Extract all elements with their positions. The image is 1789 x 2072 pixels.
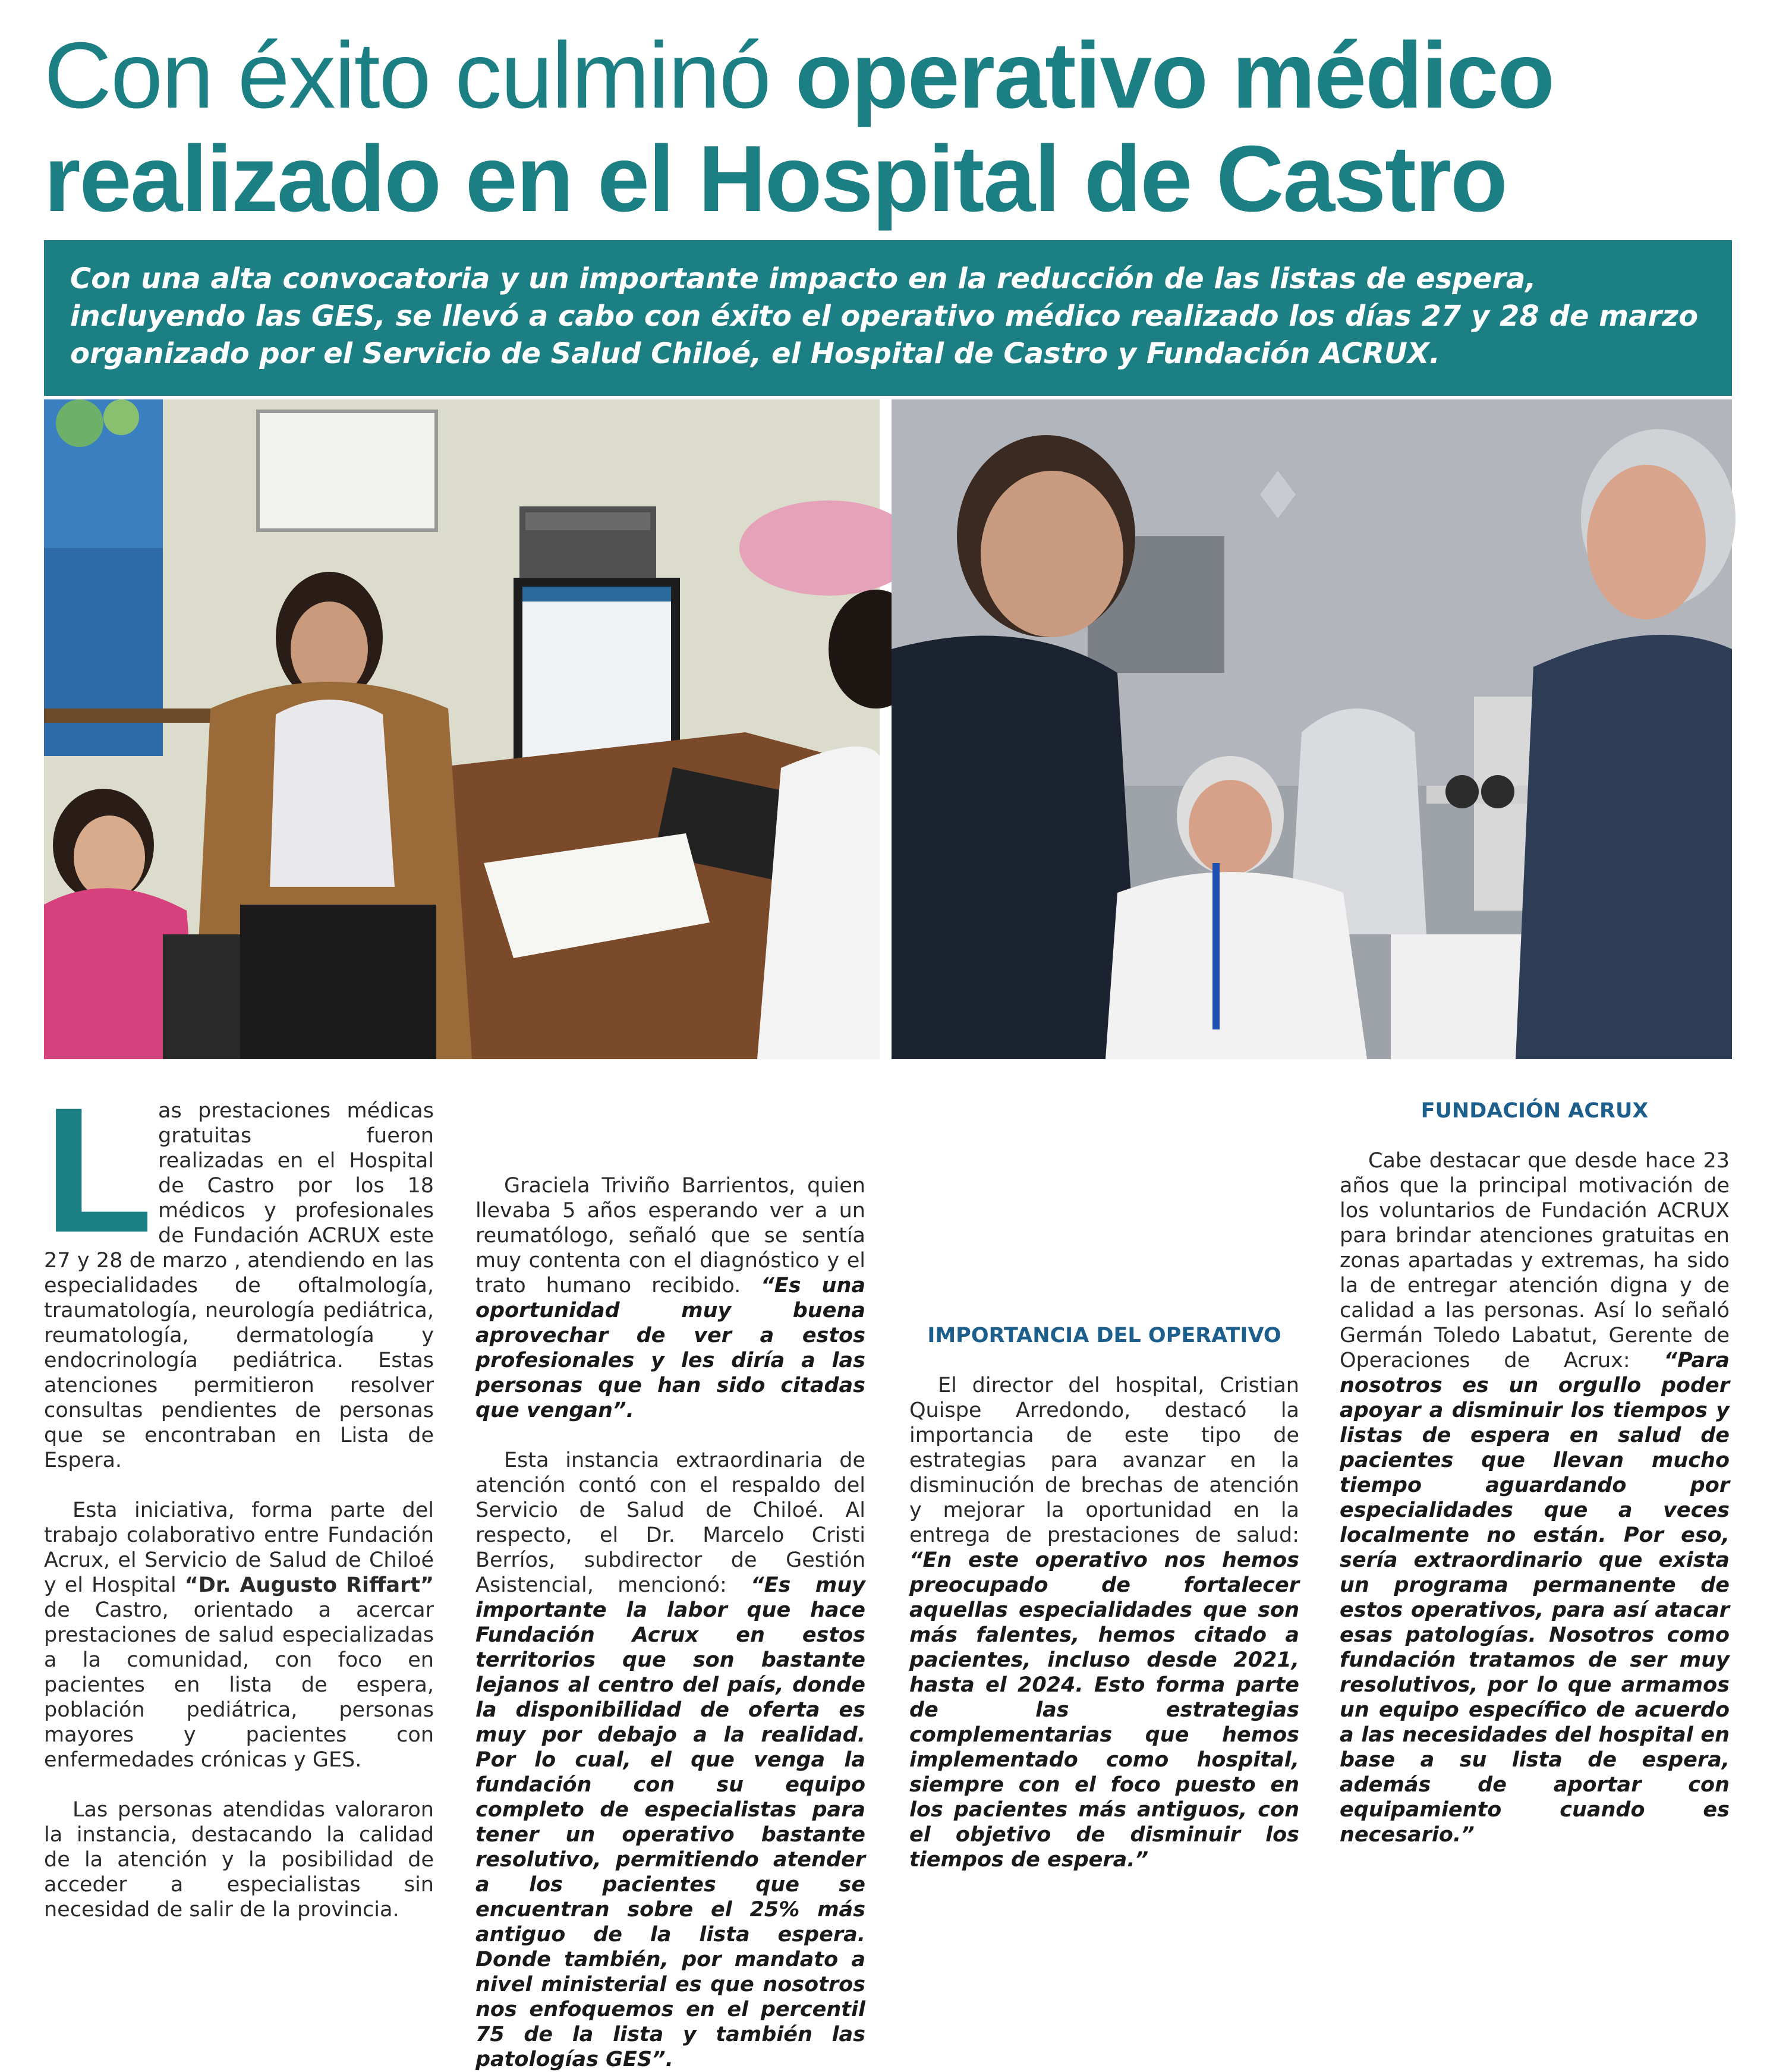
body-paragraph-4-text: Graciela Triviño Barrientos, quien llevaba 5 años esperando ver a un reumatólogo, señaló que se sentía muy contenta con el diagnóstico y el trato humano recibido. — [475, 1174, 865, 1298]
body-paragraph-2-text-a: Esta iniciativa, forma parte del trabajo colaborativo entre Fundación Acrux, el Servicio de Salud de Chiloé y el Hospital — [44, 1498, 434, 1597]
article-column-2 — [475, 1098, 866, 2071]
consultation-room-photo — [44, 399, 880, 1059]
hospital-name: “Dr. Augusto Riffart” — [184, 1573, 434, 1597]
quote-marcelo-cristi: “Es muy importante la labor que hace Fundación Acrux en estos territorios que son bastante lejanos al centro del país, donde la disponibilidad de oferta es muy por debajo a la realidad. Por lo cual, el que venga la fundación con su equipo completo de especialistas para tener un operativo bastante resolutivo, permitiendo atender a los pacientes que se encuentran sobre el 25% más antiguo de la lista espera. Donde también, por mandato a nivel ministerial es que nosotros nos enfoquemos en el percentil 75 de la lista y también las patologías GES”. — [475, 1573, 865, 2071]
article-column-3 — [909, 1323, 1299, 1872]
headline-bold-2: realizado en el Hospital de Castro — [44, 127, 1507, 231]
body-paragraph-5 — [475, 1448, 865, 2072]
lead-box — [44, 240, 1732, 396]
lead-text: Con una alta convocatoria y un importante impacto en la reducción de las listas de espera, incluyendo las GES, se llevó a cabo con éxito el operativo médico realizado los días 27 y 28 de marzo organizado por el Servicio de Salud Chiloé, el Hospital de Castro y Fundación ACRUX. — [70, 262, 1699, 370]
body-paragraph-5-text: Esta instancia extraordinaria de atención contó con el respaldo del Servicio de Salud de Chiloé. Al respecto, el Dr. Marcelo Cristi Berríos, subdirector de Gestión Asistencial, mencionó: — [475, 1448, 865, 1597]
subhead-fundacion: FUNDACIÓN ACRUX — [1421, 1099, 1649, 1123]
body-paragraph-2 — [44, 1498, 434, 1772]
body-paragraph-7-text: Cabe destacar que desde hace 23 años que la principal motivación de los voluntarios de Fundación ACRUX para brindar atenciones gratuitas en zonas apartadas y extremas, ha sido la de entregar atención digna y de calidad a las personas. Así lo señaló Germán Toledo Labatut, Gerente de Operaciones de Acrux: — [1340, 1149, 1730, 1372]
article-column-4 — [1340, 1098, 1730, 1847]
subhead-importancia: IMPORTANCIA DEL OPERATIVO — [927, 1324, 1281, 1347]
body-paragraph-4 — [475, 1173, 865, 1423]
ophthalmology-room-photo — [892, 399, 1732, 1059]
drop-cap-letter: L — [44, 1070, 153, 1270]
body-paragraph-6 — [909, 1373, 1299, 1872]
article-column-1 — [44, 1070, 434, 1922]
body-paragraph-3: Las personas atendidas valoraron la instancia, destacando la calidad de la atención y la posibilidad de acceder a especialistas sin necesidad de salir de la provincia. — [44, 1798, 434, 1922]
quote-german-toledo: “Para nosotros es un orgullo poder apoyar a disminuir los tiempos y listas de espera en salud de pacientes que llevan mucho tiempo aguardando por especialidades que a veces localmente no están. Por eso, sería extraordinario que exista un programa permanente de estos operativos, para así atacar esas patologías. Nosotros como fundación tratamos de ser muy resolutivos, por lo que armamos un equipo específico de acuerdo a las necesidades del hospital en base a su lista de espera, además de aportar con equipamiento cuando es necesario.” — [1340, 1349, 1730, 1847]
body-paragraph-1: as prestaciones médicas gratuitas fueron realizadas en el Hospital de Castro por los 18 médicos y profesionales de Fundación ACRUX este 27 y 28 de marzo , atendiendo en las especialidades de oftalmología, traumatología, neurología pediátrica, reumatología, dermatología y endocrinología pediátrica. Estas atenciones permitieron resolver consultas pendientes de personas que se encontraban en Lista de Espera. — [44, 1099, 434, 1472]
body-paragraph-6-text: El director del hospital, Cristian Quispe Arredondo, destacó la importancia de este tipo de estrategias para avanzar en la disminución de brechas de atención y mejorar la oportunidad en la entrega de prestaciones de salud: — [909, 1374, 1299, 1547]
drop-cap — [44, 1070, 153, 1270]
headline-bold-1: operativo médico — [795, 23, 1554, 128]
body-paragraph-7 — [1340, 1148, 1730, 1847]
headline-light: Con éxito culminó — [44, 23, 795, 128]
quote-cristian-quispe: “En este operativo nos hemos preocupado de fortalecer aquellas especialidades que son más falentes, hemos citado a pacientes, incluso desde 2021, hasta el 2024. Esto forma parte de las estrategias complementarias que hemos implementado como hospital, siempre con el foco puesto en los pacientes más antiguos, con el objetivo de disminuir los tiempos de espera.” — [909, 1548, 1299, 1872]
body-paragraph-2-text-b: de Castro, orientado a acercar prestaciones de salud especializadas a la comunidad, con foco en pacientes en lista de espera, población pediátrica, personas mayores y pacientes con enfermedades crónicas y GES. — [44, 1598, 434, 1772]
headline — [44, 24, 1756, 231]
quote-graciela: “Es una oportunidad muy buena aprovechar de ver a estos profesionales y les diría a las personas que han sido citadas que vengan”. — [475, 1274, 866, 1422]
